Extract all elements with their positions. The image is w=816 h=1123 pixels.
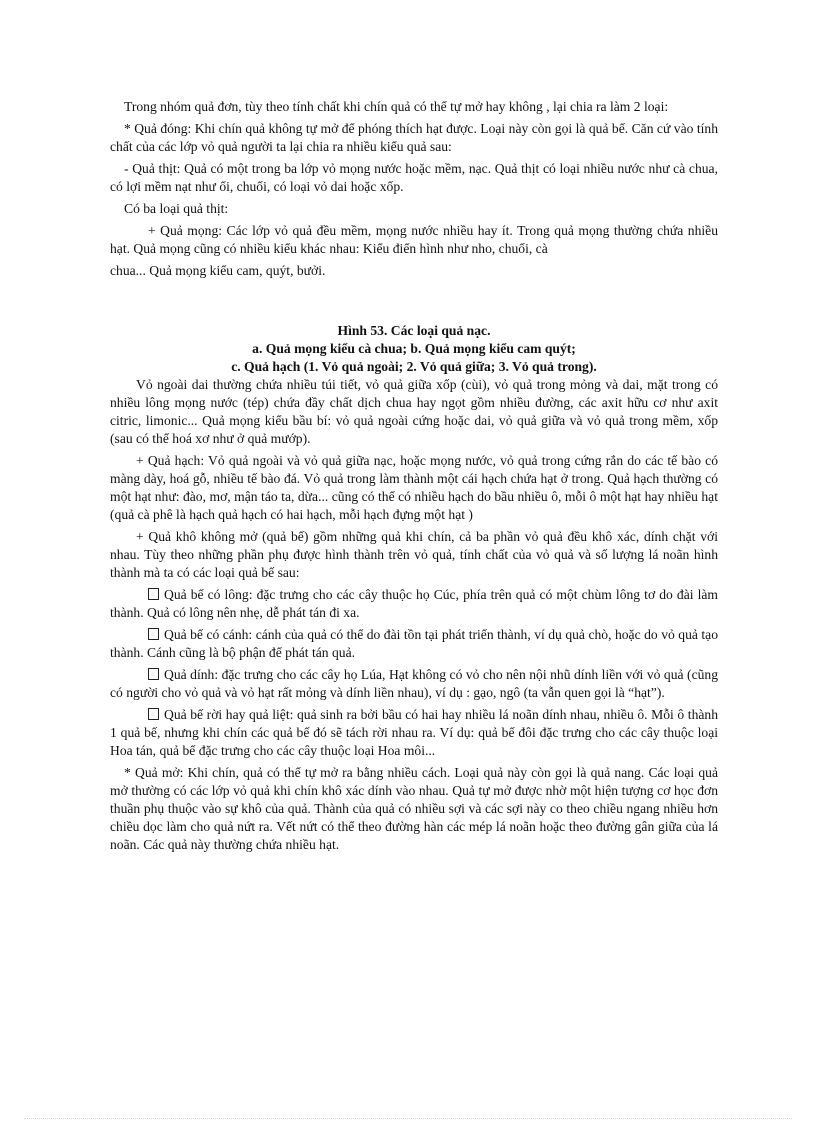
bullet-box-icon — [148, 628, 159, 640]
bullet-box-icon — [148, 668, 159, 680]
paragraph-qua-be-roi-text: Quả bế rời hay quả liệt: quả sinh ra bởi bầu có hai hay nhiều lá noãn dính nhau, nhiều ô. Mỗi ô thành 1 quả bế, nhưng khi chín các quả bế đó sẽ tách rời nhau ra. Ví dụ: quả bế đôi đặc trưng cho các cây thuộc loại Hoa tán, quả bế đặc trưng cho các cây thuộc loại Hoa môi... — [110, 707, 718, 758]
figure-caption-line3: c. Quả hạch (1. Vỏ quả ngoài; 2. Vỏ quả giữa; 3. Vỏ quả trong). — [231, 359, 597, 374]
paragraph-qua-dinh-text: Quả dính: đặc trưng cho các cây họ Lúa, Hạt không có vỏ cho nên nội nhũ dính liền với vỏ quả (cũng có người cho vỏ quả và vỏ hạt rất mỏng và dính liền nhau), ví dụ : gạo, ngô (ta vẫn quen gọi là “hạt”). — [110, 667, 718, 700]
figure-caption-line2: a. Quả mọng kiểu cà chua; b. Quả mọng kiểu cam quýt; — [252, 341, 576, 356]
paragraph-qua-dong: * Quả đóng: Khi chín quả không tự mở để phóng thích hạt được. Loại này còn gọi là quả bế. Căn cứ vào tính chất của các lớp vỏ quả người ta lại chia ra nhiều kiểu quả sau: — [110, 121, 718, 154]
paragraph-qua-be-canh — [110, 626, 718, 662]
paragraph-qua-thit: - Quả thịt: Quả có một trong ba lớp vỏ mọng nước hoặc mềm, nạc. Quả thịt có loại nhiều nước như cà chua, có lợi mềm nạt như ổi, chuối, có loại vỏ dai hoặc xốp. — [110, 161, 718, 194]
page-bottom-divider — [24, 1118, 792, 1119]
figure-placeholder — [110, 280, 718, 322]
bullet-box-icon — [148, 708, 159, 720]
paragraph-qua-kho: + Quả khô không mở (quả bế) gồm những quả khi chín, cả ba phần vỏ quả đều khô xác, dính chặt với nhau. Tùy theo những phần phụ được hình thành trên vỏ quả, tính chất của vỏ quả và số lượng lá noãn hình thành mà ta có các loại quả bế sau: — [110, 529, 718, 580]
paragraph-qua-be-long — [110, 586, 718, 622]
paragraph-intro: Trong nhóm quả đơn, tùy theo tính chất khi chín quả có thể tự mở hay không , lại chia ra làm 2 loại: — [124, 99, 669, 114]
paragraph-qua-be-canh-text: Quả bế có cánh: cánh của quả có thể do đài tồn tại phát triển thành, ví dụ quả chò, hoặc do vỏ quả tạo thành. Cánh cũng là bộ phận để phát tán quả. — [110, 627, 718, 660]
paragraph-qua-mong: + Quả mọng: Các lớp vỏ quả đều mềm, mọng nước nhiều hay ít. Trong quả mọng thường chứa nhiều hạt. Quả mọng cũng có nhiều kiểu khác nhau: Kiểu điển hình như nho, chuối, cà — [110, 223, 718, 256]
bullet-box-icon — [148, 588, 159, 600]
paragraph-qua-mo: * Quả mở: Khi chín, quả có thể tự mở ra bằng nhiều cách. Loại quả này còn gọi là quả nang. Các loại quả mở thường có các lớp vỏ quả khi chín khô xác dính vào nhau. Quả tự mở được nhờ một hiện tượng cơ học đơn thuần phụ thuộc vào sự khô của quả. Thành của quả có nhiều sợi và các sợi này co theo chiều ngang nhiều hơn chiều dọc làm cho quả nứt ra. Vết nứt có thể theo đường hàn các mép lá noãn hoặc theo đường gân giữa của lá noãn. Các quả này thường chứa nhiều hạt. — [110, 765, 718, 852]
paragraph-qua-be-long-text: Quả bế có lông: đặc trưng cho các cây thuộc họ Cúc, phía trên quả có một chùm lông tơ do đài làm thành. Quả có lông nên nhẹ, dễ phát tán đi xa. — [110, 587, 718, 620]
paragraph-ba-loai: Có ba loại quả thịt: — [124, 201, 229, 216]
figure-caption-title: Hình 53. Các loại quả nạc. — [337, 323, 491, 338]
paragraph-qua-hach: + Quả hạch: Vỏ quả ngoài và vỏ quả giữa nạc, hoặc mọng nước, vỏ quả trong cứng rắn do các tế bào có màng dày, hoá gỗ, nhiều tế bào đá. Vỏ quả trong làm thành một cái hạch chứa hạt ở trong. Quả hạch thường có một hạt như: đào, mơ, mận táo ta, dừa... cũng có thể có nhiều hạch do bầu nhiều ô, mỗi ô một hạt hay nhiều hạt (quả cà phê là hạch quả hạch có hai hạch, mỗi hạch đựng một hạt ) — [110, 453, 718, 522]
document-page — [110, 98, 718, 854]
paragraph-qua-mong-cont: chua... Quả mọng kiểu cam, quýt, bưởi. — [110, 263, 326, 278]
paragraph-qua-be-roi — [110, 706, 718, 760]
paragraph-vo-ngoai: Vỏ ngoài dai thường chứa nhiều túi tiết, vỏ quả giữa xốp (cùi), vỏ quả trong mỏng và dai, mặt trong có nhiều lông mọng nước (tép) chứa đầy chất dịch chua hay ngọt gồm nhiều đường, các axit hữu cơ như axit citric, limonic... Quả mọng kiểu bầu bí: vỏ quả ngoài cứng hoặc dai, vỏ quả giữa và vỏ quả trong mềm, xốp (sau có thể hoá xơ như ở quả mướp). — [110, 377, 718, 446]
paragraph-qua-dinh — [110, 666, 718, 702]
